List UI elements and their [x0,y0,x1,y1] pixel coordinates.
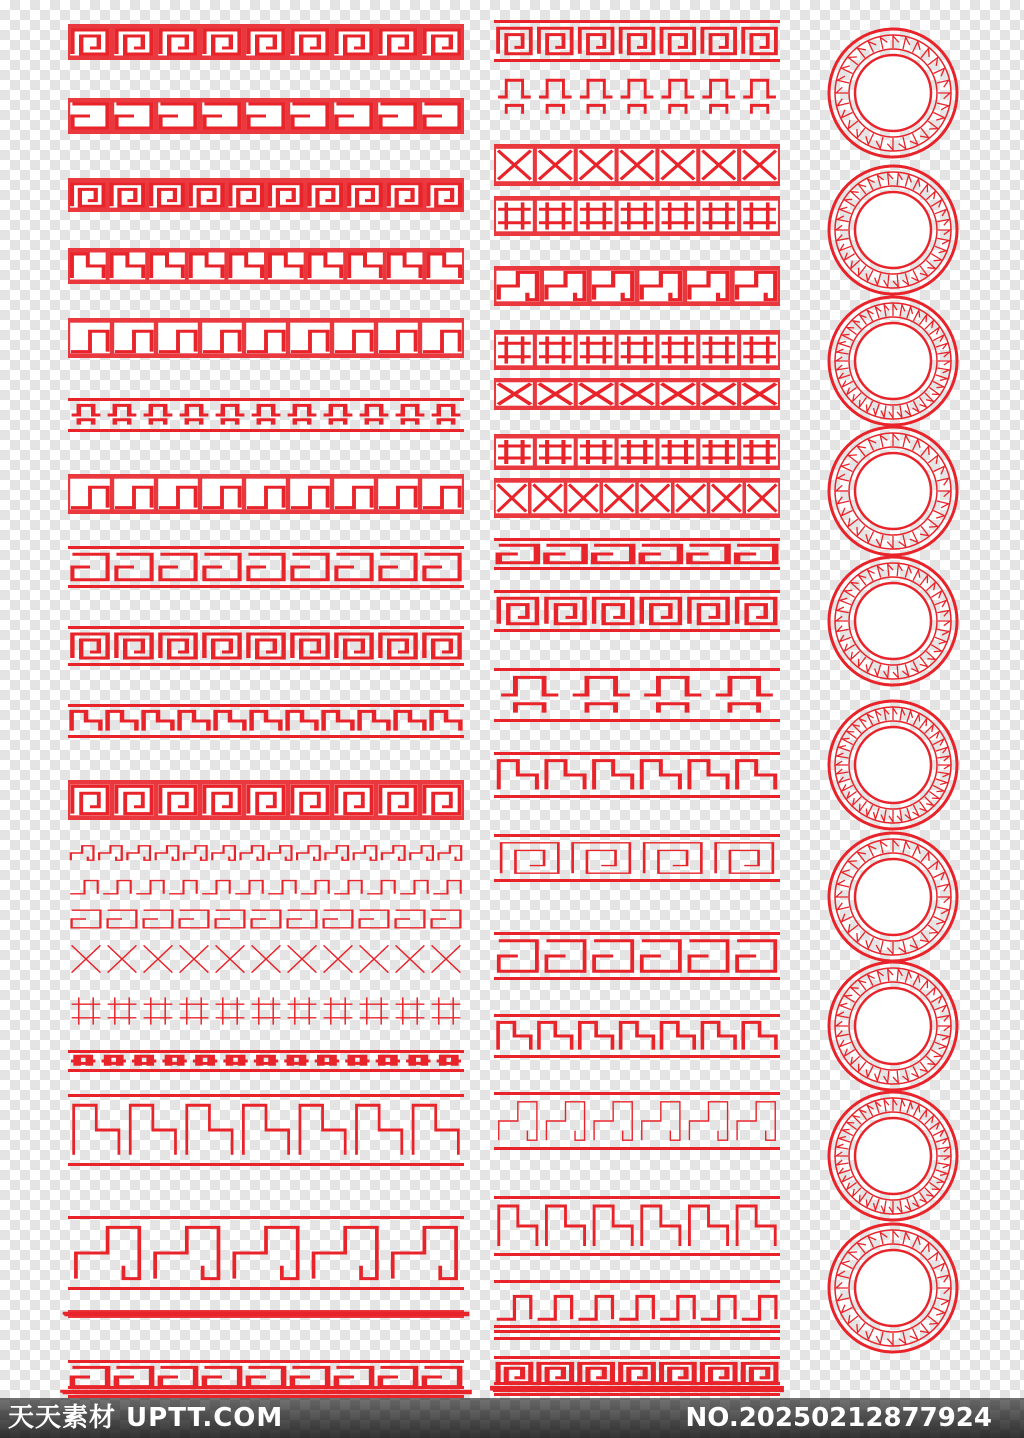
border-strip [68,1216,464,1290]
border-strip [494,1382,780,1396]
border-strip [72,997,461,1024]
border-strip [494,752,780,798]
border-strip [68,704,464,738]
ornamental-ring [829,166,957,294]
left-border-column [68,24,464,1398]
border-strip [494,434,780,470]
ring-column [829,29,957,1352]
ornamental-ring [829,833,957,961]
ornamental-ring [829,701,957,829]
ornamental-ring [829,1092,957,1220]
border-strip [70,881,461,894]
border-strip [72,945,461,972]
border-strip [68,626,464,666]
border-strip [494,668,780,722]
border-strip [494,266,780,306]
border-strip [68,1386,464,1398]
border-strip [494,330,780,370]
border-strip [68,248,464,284]
border-strip [494,1280,780,1328]
border-strip [68,780,464,820]
border-strip [494,1092,780,1150]
border-strip [68,1094,464,1166]
border-strip [494,590,780,632]
ornamental-ring [829,557,957,685]
border-strip [498,80,776,114]
border-strip [494,1196,780,1256]
border-strip [494,378,780,410]
watermark-brand: 天天素材 UPTT.COM [8,1403,284,1433]
border-strip [68,546,464,588]
border-strip [494,1330,780,1340]
border-strip [68,1050,464,1072]
border-strip [494,1014,780,1058]
border-strip [68,318,464,358]
border-strip [494,20,780,62]
border-strip [494,834,780,882]
watermark-serial: NO.20250212877924 [685,1403,992,1433]
border-strip [68,474,464,514]
border-strip [68,24,464,60]
middle-border-column [494,20,780,1396]
border-strip [68,398,464,432]
border-strip [68,178,464,212]
ornamental-ring [829,1224,957,1352]
border-strip [494,478,780,518]
border-strip [68,1310,464,1318]
ornamental-ring [829,297,957,425]
border-strip [494,538,780,570]
border-strip [494,144,780,186]
border-strip [72,910,461,928]
border-strip [68,98,464,134]
border-strip [494,196,780,236]
ornamental-ring [829,427,957,555]
border-strip [71,846,461,860]
ornamental-ring [829,962,957,1090]
ornamental-ring [829,29,957,157]
border-strip [494,932,780,980]
